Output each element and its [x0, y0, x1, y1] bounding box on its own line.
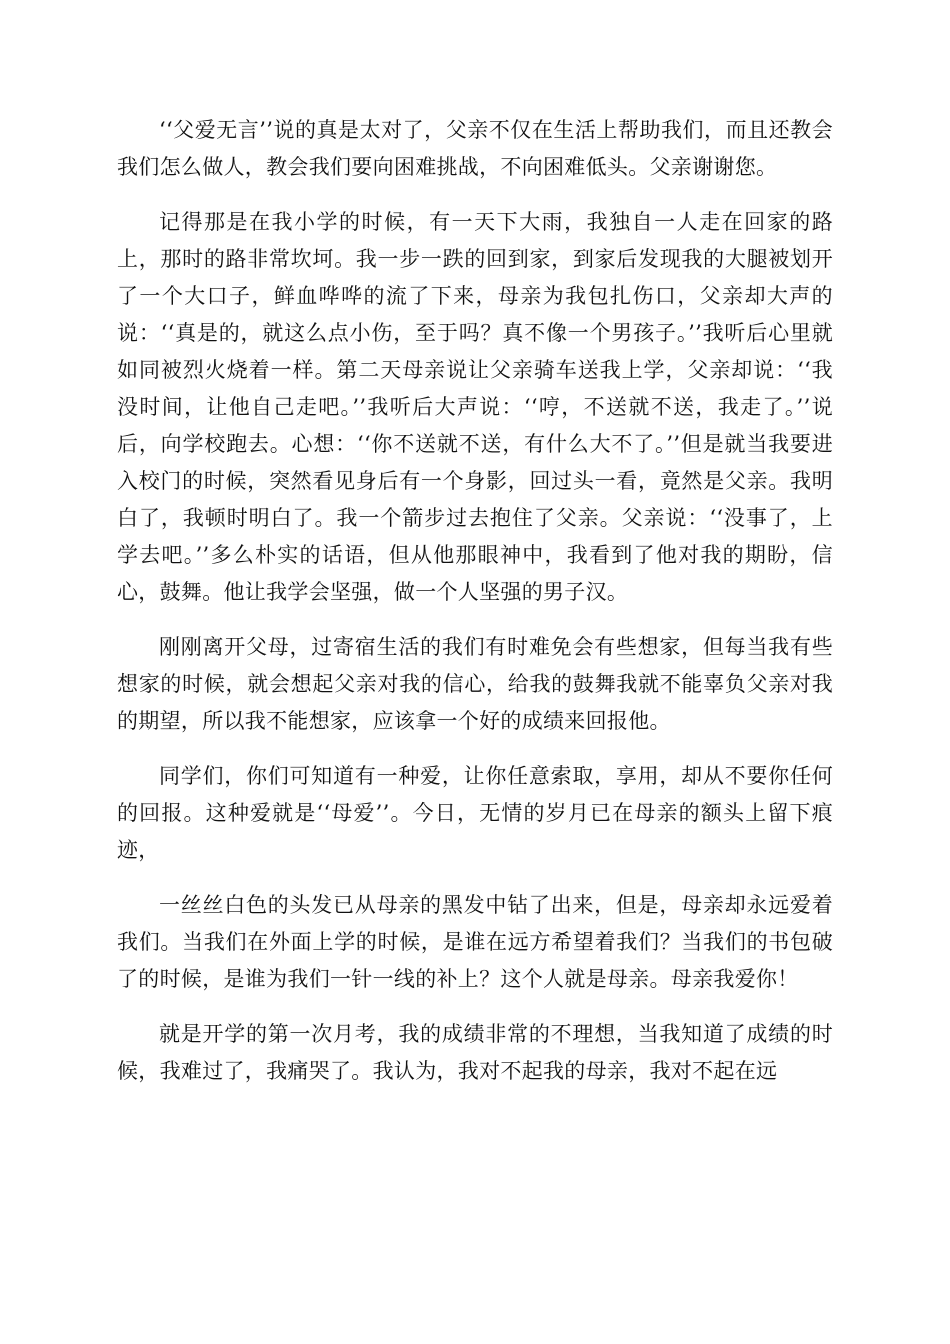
document-page — [117, 112, 833, 1108]
paragraph-2: 记得那是在我小学的时候，有一天下大雨，我独自一人走在回家的路上，那时的路非常坎坷。我一步一跌的回到家，到家后发现我的大腿被划开了一个大口子，鲜血哗哗的流了下来，母亲为我包扎伤口，父亲却大声的说：‘‘真是的，就这么点小伤，至于吗？真不像一个男孩子。’’我听后心里就如同被烈火烧着一样。第二天母亲说让父亲骑车送我上学，父亲却说：‘‘我没时间，让他自己走吧。’’我听后大声说：‘‘哼，不送就不送，我走了。’’说后，向学校跑去。心想：‘‘你不送就不送，有什么大不了。’’但是就当我要进入校门的时候，突然看见身后有一个身影，回过头一看，竟然是父亲。我明白了，我顿时明白了。我一个箭步过去抱住了父亲。父亲说：‘‘没事了，上学去吧。’’多么朴实的话语，但从他那眼神中，我看到了他对我的期盼，信心，鼓舞。他让我学会坚强，做一个人坚强的男子汉。 — [117, 210, 833, 604]
paragraph-3: 刚刚离开父母，过寄宿生活的我们有时难免会有些想家，但每当我有些想家的时候，就会想起父亲对我的信心，给我的鼓舞我就不能辜负父亲对我的期望，所以我不能想家，应该拿一个好的成绩来回报他。 — [117, 635, 833, 733]
paragraph-1: ‘‘父爱无言’’说的真是太对了，父亲不仅在生活上帮助我们，而且还教会我们怎么做人，教会我们要向困难挑战，不向困难低头。父亲谢谢您。 — [117, 118, 833, 179]
paragraph-4: 同学们，你们可知道有一种爱，让你任意索取，享用，却从不要你任何的回报。这种爱就是‘‘母爱’’。今日，无情的岁月已在母亲的额头上留下痕迹， — [117, 764, 833, 862]
paragraph-6: 就是开学的第一次月考，我的成绩非常的不理想，当我知道了成绩的时候，我难过了，我痛哭了。我认为，我对不起我的母亲，我对不起在远 — [117, 1022, 833, 1083]
paragraph-5: 一丝丝白色的头发已从母亲的黑发中钻了出来，但是，母亲却永远爱着我们。当我们在外面上学的时候，是谁在远方希望着我们？当我们的书包破了的时候，是谁为我们一针一线的补上？这个人就是母亲。母亲我爱你！ — [117, 893, 833, 991]
